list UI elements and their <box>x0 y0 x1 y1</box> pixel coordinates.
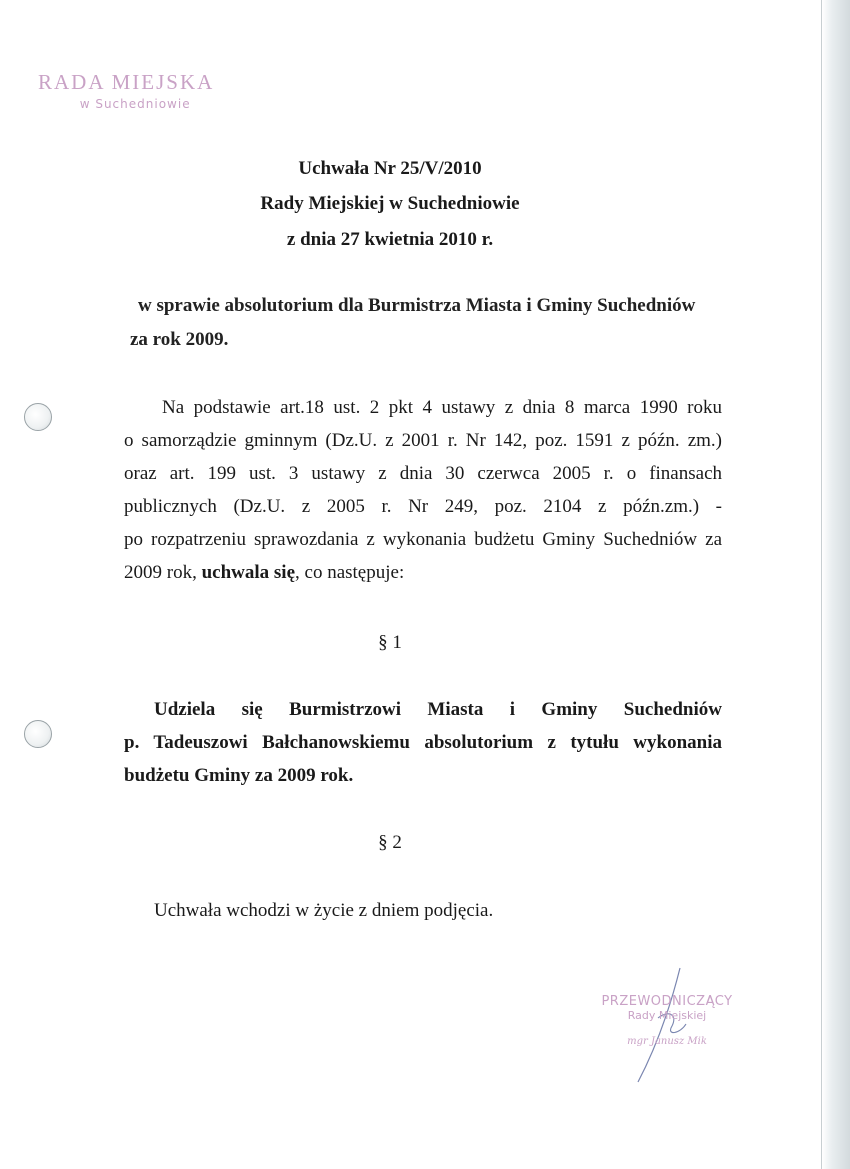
stamp-line-2: w Suchedniowie <box>79 97 191 111</box>
resolution-issuer: Rady Miejskiej w Suchedniowie <box>260 193 520 214</box>
resolution-date: z dnia 27 kwietnia 2010 r. <box>286 229 494 250</box>
preamble-line: Na podstawie art.18 ust. 2 pkt 4 ustawy z dnia 8 marca 1990 roku <box>162 397 722 418</box>
signature-name: mgr Janusz Mik <box>627 1036 707 1047</box>
punch-hole-bottom <box>24 720 52 748</box>
chairman-stamp <box>592 994 742 1047</box>
section-1-text <box>124 693 722 792</box>
preamble-resolves: uchwala się <box>201 562 296 583</box>
decision-line: Udziela się Burmistrzowi Miasta i Gminy Suchedniów <box>154 699 722 720</box>
preamble-last-line <box>124 556 722 589</box>
punch-hole-top <box>24 403 52 431</box>
decision-line: p. Tadeuszowi Bałchanowskiemu absolutorium z tytułu wykonania <box>124 732 722 753</box>
preamble-line: publicznych (Dz.U. z 2005 r. Nr 249, poz. 2104 z późn.zm.) - <box>124 496 722 517</box>
preamble-line: po rozpatrzeniu sprawozdania z wykonania budżetu Gminy Suchedniów za <box>124 529 722 550</box>
preamble-paragraph <box>124 391 722 589</box>
signature-organization: Rady Miejskiej <box>627 1009 707 1022</box>
preamble-line: o samorządzie gminnym (Dz.U. z 2001 r. Nr 142, poz. 1591 z późn. zm.) <box>124 430 722 451</box>
resolution-number: Uchwała Nr 25/V/2010 <box>298 158 482 179</box>
section-1-heading: § 1 <box>378 632 402 653</box>
page-edge-shadow <box>822 0 850 1169</box>
preamble-last-suffix: , co następuje: <box>295 562 405 583</box>
section-2-heading: § 2 <box>378 832 402 853</box>
council-stamp <box>38 70 214 111</box>
decision-line: budżetu Gminy za 2009 rok. <box>124 765 354 786</box>
subject-line-2: za rok 2009. <box>130 329 229 350</box>
stamp-line-1: RADA MIEJSKA <box>38 70 215 94</box>
signature-role: PRZEWODNICZĄCY <box>601 994 733 1009</box>
preamble-last-prefix: 2009 rok, <box>124 562 202 583</box>
subject-line-1: w sprawie absolutorium dla Burmistrza Miasta i Gminy Suchedniów <box>138 295 696 316</box>
section-2-text: Uchwała wchodzi w życie z dniem podjęcia. <box>154 900 494 921</box>
preamble-line: oraz art. 199 ust. 3 ustawy z dnia 30 czerwca 2005 r. o finansach <box>124 463 722 484</box>
